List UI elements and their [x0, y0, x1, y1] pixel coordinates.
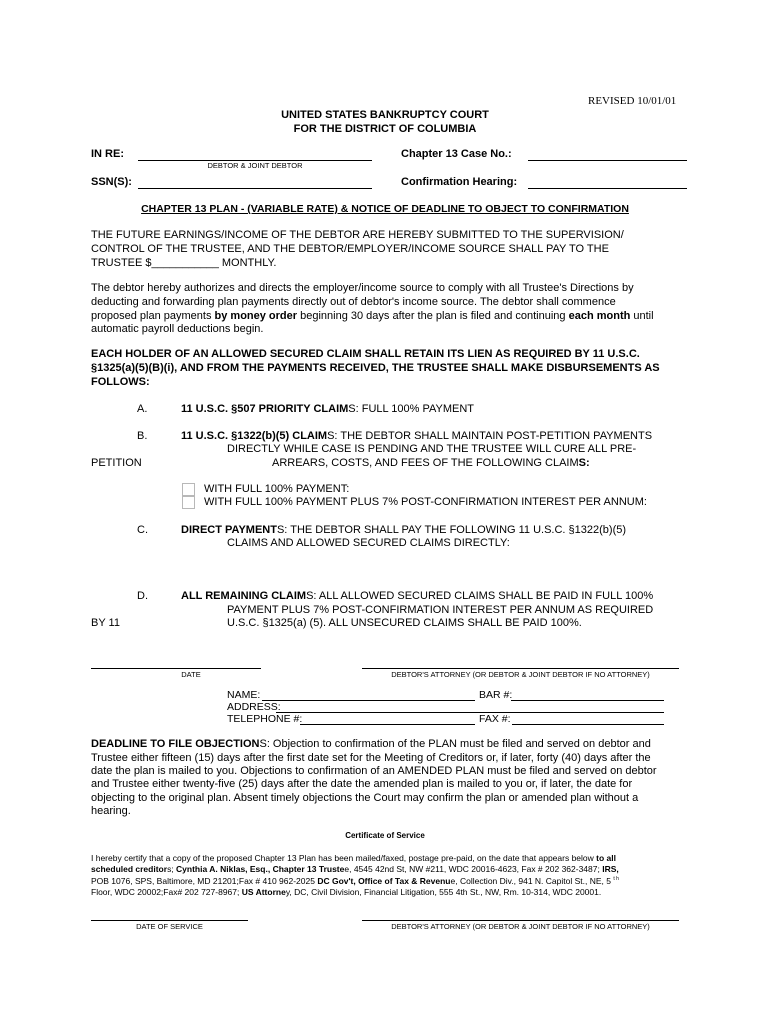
item-a-text: 11 U.S.C. §507 PRIORITY CLAIMS: FULL 100% PAYMENT	[181, 403, 475, 415]
authorization-line1: The debtor hereby authorizes and directs the employer/income source to comply with all Trustee's Directions by	[91, 282, 634, 294]
deadline-line6: hearing.	[91, 805, 131, 817]
item-b-line2: DIRECTLY WHILE CASE IS PENDING AND THE TRUSTEE WILL CURE ALL PRE-	[227, 443, 637, 455]
item-c-text: DIRECT PAYMENTS: THE DEBTOR SHALL PAY THE FOLLOWING 11 U.S.C. §1322(b)(5)	[181, 524, 627, 536]
option-interest-label: WITH FULL 100% PAYMENT PLUS 7% POST-CONFIRMATION INTEREST PER ANNUM:	[204, 496, 647, 508]
secured-line2: §1325(a)(5)(B)(i), AND FROM THE PAYMENTS RECEIVED, THE TRUSTEE SHALL MAKE DISBURSEMENTS AS	[91, 362, 660, 374]
item-c-letter: C.	[137, 524, 148, 536]
deadline-line3: date the plan is mailed to you. Objections to confirmation of an AMENDED PLAN must be filed and served on debtor	[91, 765, 657, 777]
deadline-line2: Trustee either fifteen (15) days after the first date set for the Meeting of Creditors or, if later, forty (40) days after the	[91, 752, 651, 764]
deadline-line5: objecting to the original plan. Absent timely objections the Court may confirm the plan or amended plan without a	[91, 792, 639, 804]
confirmation-hearing-label: Confirmation Hearing:	[401, 176, 518, 188]
item-b-petition: PETITION	[91, 457, 142, 469]
deadline-line1: DEADLINE TO FILE OBJECTIONS: Objection to confirmation of the PLAN must be filed and served on debtor and	[91, 738, 651, 750]
court-name-line1: UNITED STATES BANKRUPTCY COURT	[281, 109, 489, 121]
date-label: DATE	[181, 670, 201, 679]
item-d-by11: BY 11	[91, 617, 120, 629]
revised-date: REVISED 10/01/01	[588, 95, 677, 107]
future-earnings-line3: TRUSTEE $___________ MONTHLY.	[91, 257, 277, 269]
item-d-line3: U.S.C. §1325(a) (5). ALL UNSECURED CLAIMS SHALL BE PAID 100%.	[227, 617, 582, 629]
fax-label: FAX #:	[479, 713, 511, 725]
item-d-line2: PAYMENT PLUS 7% POST-CONFIRMATION INTEREST PER ANNUM AS REQUIRED	[227, 604, 654, 616]
name-label: NAME:	[227, 689, 261, 701]
item-d-text: ALL REMAINING CLAIMS: ALL ALLOWED SECURED CLAIMS SHALL BE PAID IN FULL 100%	[181, 590, 654, 602]
date-of-service-label: DATE OF SERVICE	[136, 922, 203, 931]
authorization-line3: proposed plan payments by money order beginning 30 days after the plan is filed and continuing each month until	[91, 310, 654, 322]
court-name-line2: FOR THE DISTRICT OF COLUMBIA	[293, 123, 477, 135]
case-no-label: Chapter 13 Case No.:	[401, 148, 512, 160]
debtor-caption: DEBTOR & JOINT DEBTOR	[207, 161, 303, 170]
certificate-line1: I hereby certify that a copy of the proposed Chapter 13 Plan has been mailed/faxed, postage pre-paid, on the date that appears below to all	[91, 853, 616, 863]
authorization-line2: deducting and forwarding plan payments directly out of debtor's income source. The debtor shall commence	[91, 296, 616, 308]
item-a-letter: A.	[137, 403, 148, 415]
date-signature-line[interactable]	[91, 668, 261, 669]
address-line[interactable]	[276, 712, 664, 713]
deadline-line4: and Trustee either twenty-five (25) days after the date the amended plan is mailed to you or, if later, the date for	[91, 778, 633, 790]
ssn-line[interactable]	[138, 188, 372, 189]
plan-title: CHAPTER 13 PLAN - (VARIABLE RATE) & NOTICE OF DEADLINE TO OBJECT TO CONFIRMATION	[141, 203, 629, 215]
item-b-letter: B.	[137, 430, 148, 442]
ssn-label: SSN(S):	[91, 176, 132, 188]
telephone-label: TELEPHONE #:	[227, 713, 303, 725]
certificate-attorney-label: DEBTOR'S ATTORNEY (OR DEBTOR & JOINT DEBTOR IF NO ATTORNEY)	[391, 922, 650, 931]
date-of-service-line[interactable]	[91, 920, 248, 921]
item-b-line3: ARREARS, COSTS, AND FEES OF THE FOLLOWING CLAIMS:	[272, 457, 590, 469]
authorization-line4: automatic payroll deductions begin.	[91, 323, 264, 335]
option-interest-checkbox[interactable]	[182, 496, 195, 509]
item-d-letter: D.	[137, 590, 148, 602]
future-earnings-line2: CONTROL OF THE TRUSTEE, AND THE DEBTOR/EMPLOYER/INCOME SOURCE SHALL PAY TO THE	[91, 243, 609, 255]
certificate-title: Certificate of Service	[345, 831, 425, 840]
item-c-line2: CLAIMS AND ALLOWED SECURED CLAIMS DIRECTLY:	[227, 537, 510, 549]
option-full-payment-label: WITH FULL 100% PAYMENT:	[204, 483, 350, 495]
certificate-line3: POB 1076, SPS, Baltimore, MD 21201;Fax # 410 962-2025 DC Gov't, Office of Tax & Revenue, Collection Div., 941 N. Capitol St., NE, 5 $^{t h}$	[91, 876, 619, 886]
fax-line[interactable]	[512, 724, 664, 725]
secured-line3: FOLLOWS:	[91, 376, 150, 388]
item-b-text: 11 U.S.C. §1322(b)(5) CLAIMS: THE DEBTOR SHALL MAINTAIN POST-PETITION PAYMENTS	[181, 430, 653, 442]
name-line[interactable]	[262, 700, 475, 701]
certificate-attorney-line[interactable]	[362, 920, 679, 921]
secured-line1: EACH HOLDER OF AN ALLOWED SECURED CLAIM SHALL RETAIN ITS LIEN AS REQUIRED BY 11 U.S.C.	[91, 348, 640, 360]
option-full-payment-checkbox[interactable]	[182, 483, 195, 496]
in-re-label: IN RE:	[91, 148, 124, 160]
telephone-line[interactable]	[300, 724, 475, 725]
bar-line[interactable]	[511, 700, 664, 701]
confirmation-hearing-line[interactable]	[528, 188, 687, 189]
certificate-line4: Floor, WDC 20002;Fax# 202 727-8967; US Attorney, DC, Civil Division, Financial Litigation, 555 4th St., NW, Rm. 10-314, WDC 20001.	[91, 887, 602, 897]
future-earnings-line1: THE FUTURE EARNINGS/INCOME OF THE DEBTOR ARE HEREBY SUBMITTED TO THE SUPERVISION/	[91, 229, 624, 241]
bar-label: BAR #:	[479, 689, 513, 701]
attorney-signature-line[interactable]	[362, 668, 679, 669]
attorney-label: DEBTOR'S ATTORNEY (OR DEBTOR & JOINT DEBTOR IF NO ATTORNEY)	[391, 670, 650, 679]
certificate-line2: scheduled creditors; Cynthia A. Niklas, Esq., Chapter 13 Trustee, 4545 42nd St, NW #211, WDC 20016-4623, Fax # 202 362-3487; IRS,	[91, 864, 619, 874]
address-label: ADDRESS:	[227, 701, 281, 713]
case-no-line[interactable]	[528, 160, 687, 161]
